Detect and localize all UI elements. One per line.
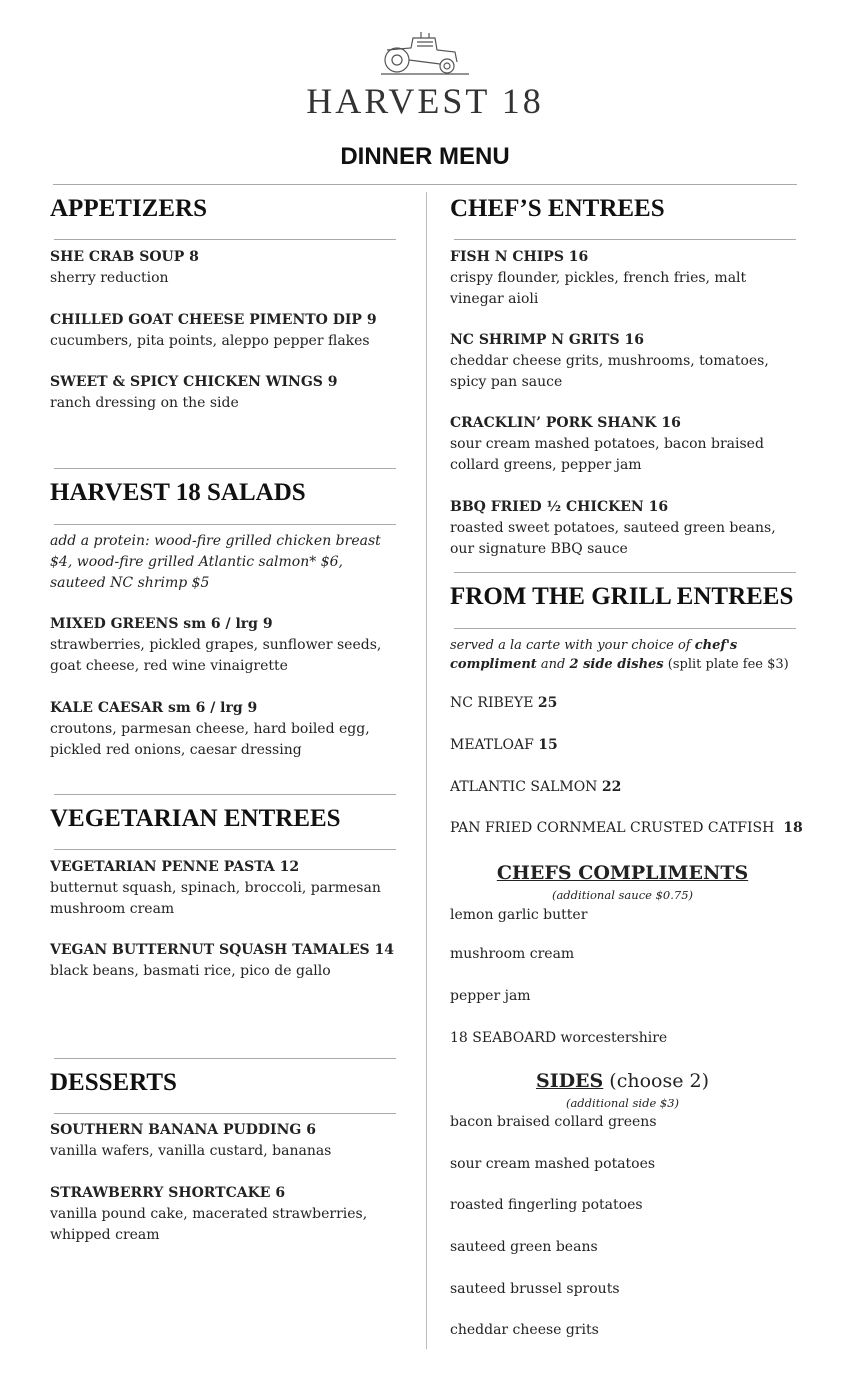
section-divider [54, 1113, 396, 1114]
tractor-icon [377, 30, 473, 78]
item-price: 22 [601, 779, 622, 795]
page-title: DINNER MENU [340, 143, 510, 170]
section-title: CHEF’S ENTREES [450, 195, 665, 222]
item-desc: sherry reduction [50, 270, 169, 286]
item-desc: strawberries, pickled grapes, sunflower seeds, goat cheese, red wine vinaigrette [50, 637, 382, 674]
menu-item [50, 247, 400, 289]
section-divider [454, 239, 796, 240]
item-price: 15 [538, 737, 558, 753]
vegetarian-section [50, 804, 400, 834]
section-title: FROM THE GRILL ENTREES [450, 583, 794, 610]
section-divider [454, 572, 796, 573]
section-divider [54, 849, 396, 850]
item-name: NC RIBEYE [450, 695, 538, 711]
menu-item [450, 497, 802, 560]
section-title: VEGETARIAN ENTREES [50, 805, 341, 832]
appetizers-section [50, 194, 400, 224]
menu-item [50, 857, 400, 920]
item-desc: vanilla wafers, vanilla custard, bananas [50, 1143, 332, 1159]
menu-item [50, 698, 400, 761]
item-desc: cucumbers, pita points, aleppo pepper flakes [50, 333, 370, 349]
item-name: CHILLED GOAT CHEESE PIMENTO DIP 9 [50, 312, 377, 328]
header-logo [0, 30, 850, 122]
desserts-section [50, 1068, 400, 1098]
item-desc: croutons, parmesan cheese, hard boiled egg, pickled red onions, caesar dressing [50, 721, 370, 758]
column-divider [426, 192, 427, 1349]
menu-item [50, 1120, 400, 1162]
chefs-entrees-section [450, 194, 802, 224]
compliments-sub: (additional sauce $0.75) [551, 888, 694, 902]
item-name: SOUTHERN BANANA PUDDING 6 [50, 1122, 316, 1138]
item-name: KALE CAESAR sm 6 / lrg 9 [50, 700, 258, 716]
section-title: DESSERTS [50, 1069, 177, 1096]
section-title: HARVEST 18 SALADS [50, 479, 306, 506]
grill-note-text: (split plate fee $3) [663, 657, 789, 672]
list-item: lemon garlic butter [450, 907, 588, 923]
item-name: NC SHRIMP N GRITS 16 [450, 332, 644, 348]
brand-name: HARVEST 18 [306, 81, 544, 121]
sides-sub: (additional side $3) [565, 1096, 680, 1110]
item-desc: black beans, basmati rice, pico de gallo [50, 963, 331, 979]
item-name: VEGETARIAN PENNE PASTA 12 [50, 859, 300, 875]
list-item: 18 SEABOARD worcestershire [450, 1030, 668, 1046]
grill-note-bold: chef's compliment [450, 638, 738, 672]
grill-note [450, 636, 802, 674]
item-name: BBQ FRIED ½ CHICKEN 16 [450, 499, 669, 515]
sides-title: SIDES [535, 1070, 604, 1092]
item-name: MIXED GREENS sm 6 / lrg 9 [50, 616, 273, 632]
header-divider [53, 184, 797, 185]
list-item: cheddar cheese grits [450, 1322, 599, 1338]
list-item: mushroom cream [450, 946, 575, 962]
item-desc: sour cream mashed potatoes, bacon braised collard greens, pepper jam [450, 436, 764, 473]
menu-item [50, 614, 400, 677]
item-name: CRACKLIN’ PORK SHANK 16 [450, 415, 681, 431]
section-divider [54, 468, 396, 469]
section-divider [54, 239, 396, 240]
item-desc: crispy flounder, pickles, french fries, malt vinegar aioli [450, 270, 747, 307]
protein-note: add a protein: wood-fire grilled chicken breast $4, wood-fire grilled Atlantic salmon* $6, sauteed NC shrimp $5 [50, 533, 381, 591]
item-name: PAN FRIED CORNMEAL CRUSTED CATFISH [450, 820, 784, 836]
compliments-heading [450, 861, 795, 885]
item-name: VEGAN BUTTERNUT SQUASH TAMALES 14 [50, 942, 395, 958]
item-desc: butternut squash, spinach, broccoli, parmesan mushroom cream [50, 880, 381, 917]
list-item: sauteed green beans [450, 1239, 598, 1255]
grill-note-text: and [536, 657, 570, 672]
item-name: ATLANTIC SALMON [450, 779, 602, 795]
item-name: SHE CRAB SOUP 8 [50, 249, 199, 265]
item-desc: ranch dressing on the side [50, 395, 239, 411]
list-item: sauteed brussel sprouts [450, 1281, 620, 1297]
item-name: STRAWBERRY SHORTCAKE 6 [50, 1185, 286, 1201]
menu-item [50, 940, 410, 982]
item-desc: vanilla pound cake, macerated strawberries, whipped cream [50, 1206, 368, 1243]
item-price: 25 [537, 695, 558, 711]
menu-item [450, 735, 802, 756]
grill-note-text: served a la carte with your choice of [450, 638, 695, 653]
item-name: FISH N CHIPS 16 [450, 249, 589, 265]
compliments-title: CHEFS COMPLIMENTS [496, 862, 749, 884]
item-price: 18 [783, 820, 803, 836]
list-item: pepper jam [450, 988, 531, 1004]
sides-title-suffix: (choose 2) [603, 1070, 710, 1092]
item-name: SWEET & SPICY CHICKEN WINGS 9 [50, 374, 338, 390]
list-item: bacon braised collard greens [450, 1114, 657, 1130]
menu-item [450, 247, 802, 310]
section-divider [54, 524, 396, 525]
menu-item [50, 372, 400, 414]
grill-note-bold: 2 side dishes [569, 657, 664, 672]
item-desc: cheddar cheese grits, mushrooms, tomatoes, spicy pan sauce [450, 353, 769, 390]
section-title: APPETIZERS [50, 195, 207, 222]
menu-item [450, 777, 802, 798]
grill-section [450, 582, 802, 612]
section-divider [454, 628, 796, 629]
list-item: sour cream mashed potatoes [450, 1156, 656, 1172]
menu-item [450, 413, 802, 476]
menu-item [50, 1183, 400, 1246]
item-desc: roasted sweet potatoes, sauteed green beans, our signature BBQ sauce [450, 520, 776, 557]
menu-item [50, 310, 400, 352]
section-divider [54, 1058, 396, 1059]
menu-item [450, 818, 810, 839]
item-name: MEATLOAF [450, 737, 539, 753]
list-item: roasted fingerling potatoes [450, 1197, 643, 1213]
menu-item [450, 330, 802, 393]
salads-section [50, 478, 400, 508]
sides-heading [450, 1069, 795, 1093]
menu-item [450, 693, 802, 714]
section-divider [54, 794, 396, 795]
